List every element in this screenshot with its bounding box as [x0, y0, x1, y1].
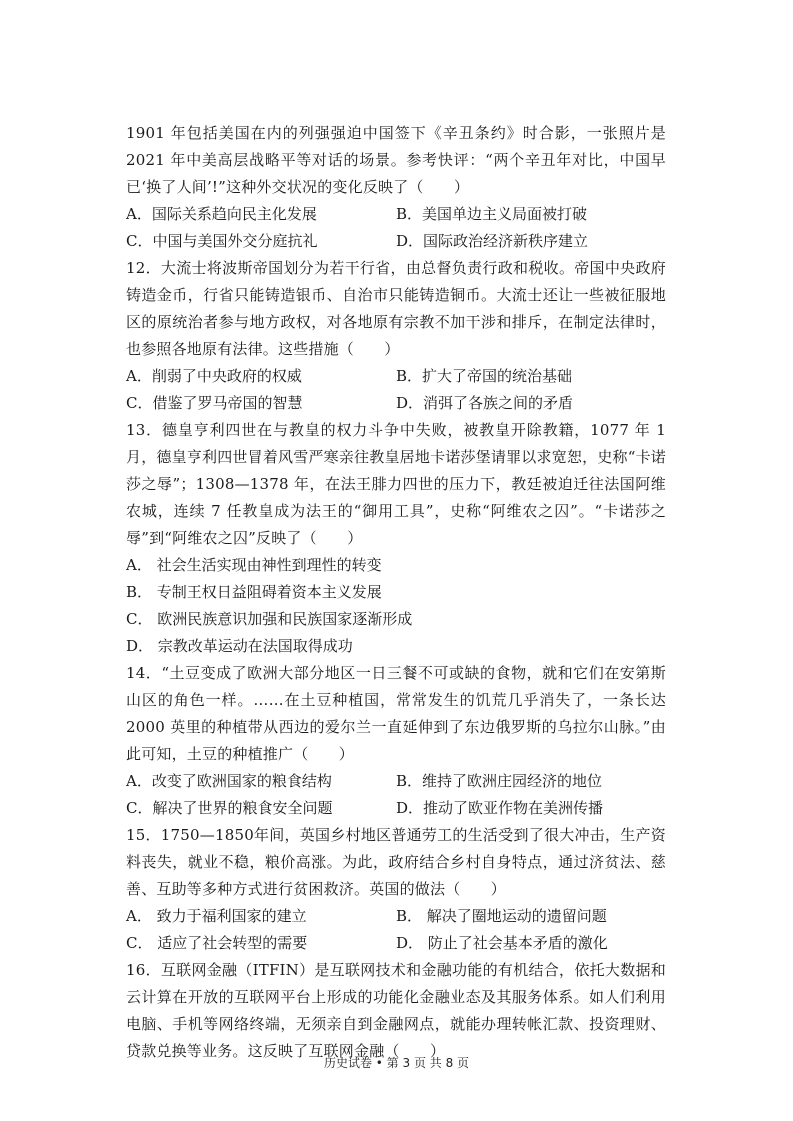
- question-12-option-b: B．扩大了帝国的统治基础: [396, 367, 573, 385]
- page-footer: 历史试卷 • 第 3 页 共 8 页: [323, 1056, 470, 1070]
- question-13-stem: 13．德皇亨利四世在与教皇的权力斗争中失败，被教皇开除教籍，1077 年 1 月，德皇亨利四世冒着风雪严寒亲往教皇居地卡诺莎堡请罪以求宽恕，史称“卡诺莎之辱”；1308—1378 年，在法王腓力四世的压力下，教廷被迫迁往法国阿维农城，连续 7 任教皇成为法王的“御用工具”，史称“阿维农之囚”。“卡诺莎之辱”到“阿维农之囚”反映了（ ）: [126, 421, 666, 547]
- question-11-stem: 1901 年包括美国在内的列强强迫中国签下《辛丑条约》时合影，一张照片是 2021 年中美高层战略平等对话的场景。参考快评：“两个辛丑年对比，中国早已‘换了人间’!”这种外交状况的变化反映了（ ）: [126, 124, 666, 196]
- question-14-stem: 14．“土豆变成了欧洲大部分地区一日三餐不可或缺的食物，就和它们在安第斯山区的角色一样。……在土豆种植国，常常发生的饥荒几乎消失了，一条长达 2000 英里的种植带从西边的爱尔兰一直延伸到了东边俄罗斯的乌拉尔山脉。”由此可知，土豆的种植推广（ ）: [126, 664, 666, 763]
- question-11-option-c: C．中国与美国外交分庭抗礼: [126, 232, 318, 250]
- question-12-stem: 12．大流士将波斯帝国划分为若干行省，由总督负责行政和税收。帝国中央政府铸造金币，行省只能铸造银币、自治市只能铸造铜币。大流士还让一些被征服地区的原统治者参与地方政权，对各地原有宗教不加干涉和排斥，在制定法律时，也参照各地原有法律。这些措施（ ）: [126, 259, 666, 358]
- question-13-option-a: A． 社会生活实现由神性到理性的转变: [126, 556, 382, 574]
- question-11-option-b: B．美国单边主义局面被打破: [396, 205, 588, 223]
- question-14-option-d: D．推动了欧亚作物在美洲传播: [396, 799, 604, 817]
- question-11-options-cd: [126, 228, 666, 255]
- question-11-options-ab: [126, 201, 666, 228]
- question-14-options-ab: [126, 768, 666, 795]
- question-14-option-a: A．改变了欧洲国家的粮食结构: [126, 772, 332, 790]
- question-15-option-d: D． 防止了社会基本矛盾的激化: [396, 934, 608, 952]
- question-12-option-c: C．借鉴了罗马帝国的智慧: [126, 394, 303, 412]
- question-12-options-cd: [126, 390, 666, 417]
- question-16-stem: 16．互联网金融（ITFIN）是互联网技术和金融功能的有机结合，依托大数据和云计算在开放的互联网平台上形成的功能化金融业态及其服务体系。如人们利用电脑、手机等网络终端，无须亲自到金融网点，就能办理转帐汇款、投资理财、贷款兑换等业务。这反映了互联网金融（ ）: [126, 961, 666, 1060]
- question-13-option-d: D． 宗教改革运动在法国取得成功: [126, 637, 353, 655]
- exam-page-body: [126, 120, 666, 1065]
- question-11-option-d: D．国际政治经济新秩序建立: [396, 232, 589, 250]
- question-11-option-a: A．国际关系趋向民主化发展: [126, 205, 317, 223]
- question-14-options-cd: [126, 795, 666, 822]
- question-15-option-c: C． 适应了社会转型的需要: [126, 934, 308, 952]
- question-15-stem: 15．1750—1850年间，英国乡村地区普通劳工的生活受到了很大冲击，生产资料丧失，就业不稳，粮价高涨。为此，政府结合乡村自身特点，通过济贫法、慈善、互助等多种方式进行贫困救济。英国的做法（ ）: [126, 826, 666, 898]
- question-12-options-ab: [126, 363, 666, 390]
- question-13-option-b: B． 专制王权日益阻碍着资本主义发展: [126, 583, 382, 601]
- question-15-option-b: B． 解决了圈地运动的遗留问题: [396, 907, 607, 925]
- question-13-option-c: C． 欧洲民族意识加强和民族国家逐渐形成: [126, 610, 413, 628]
- question-15-options-ab: [126, 903, 666, 930]
- question-15-option-a: A． 致力于福利国家的建立: [126, 907, 307, 925]
- question-12-option-a: A．削弱了中央政府的权威: [126, 367, 302, 385]
- question-15-options-cd: [126, 930, 666, 957]
- question-14-option-c: C．解决了世界的粮食安全问题: [126, 799, 333, 817]
- question-12-option-d: D．消弭了各族之间的矛盾: [396, 394, 574, 412]
- question-14-option-b: B．维持了欧洲庄园经济的地位: [396, 772, 603, 790]
